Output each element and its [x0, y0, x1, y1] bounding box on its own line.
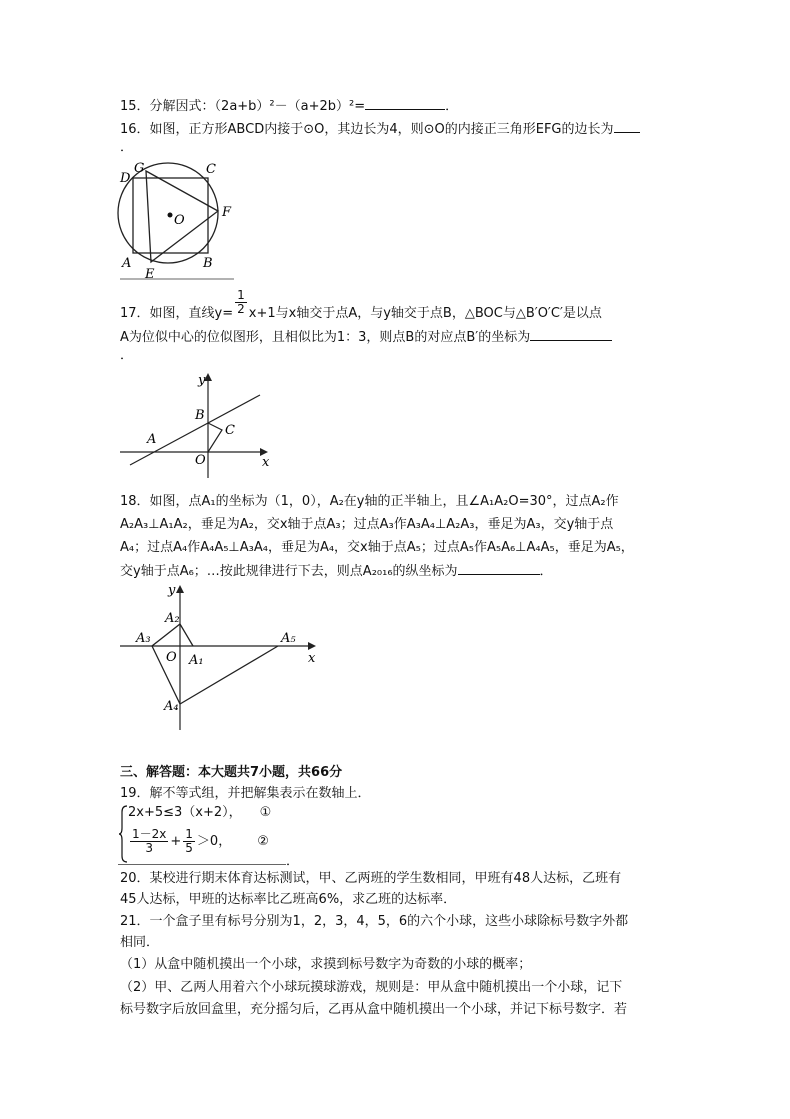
q18-line1: 18．如图，点A₁的坐标为（1，0），A₂在y轴的正半轴上，且∠A₁A₂O=30°，过点A₂作: [120, 494, 619, 509]
q18-line4: 交y轴于点A₆；…按此规律进行下去，则点A₂₀₁₆的纵坐标为: [120, 564, 458, 579]
fig18-label-x: x: [308, 651, 316, 666]
figure-16: [112, 158, 242, 282]
q17-fraction: [235, 289, 247, 316]
q21-line4: （2）甲、乙两人用着六个小球玩摸球游戏，规则是：甲从盒中随机摸出一个小球，记下: [120, 980, 623, 995]
question-16: [120, 119, 640, 140]
q17-line3: ．: [120, 348, 134, 363]
q19-frac2: [183, 828, 195, 855]
fig16-label-O: O: [174, 213, 185, 228]
q17-pre: 17．如图，直线y=: [120, 306, 234, 321]
q19-ineq2-row: [128, 828, 269, 855]
fig16-label-F: F: [222, 205, 232, 220]
q20-line2: 45人达标，甲班的达标率比乙班高6%，求乙班的达标率．: [120, 892, 457, 907]
fig17-label-y: y: [198, 373, 206, 388]
fig16-label-G: G: [134, 161, 145, 176]
q21-line3: （1）从盒中随机摸出一个小球，求摸到标号数字为奇数的小球的概率；: [120, 957, 532, 972]
fig16-label-C: C: [206, 162, 216, 177]
q16-text: 16．如图，正方形ABCD内接于⊙O，其边长为4，则⊙O的内接正三角形EFG的边长为: [120, 122, 614, 137]
q18-end: ．: [539, 564, 553, 579]
fig18-label-A3: A₃: [136, 631, 151, 646]
q19-frac2-den: 5: [185, 841, 193, 855]
section-3-title: 三、解答题：本大题共7小题，共66分: [120, 765, 343, 780]
q19-ineq2-mark: ②: [257, 834, 269, 849]
q17-post: x+1与x轴交于点A，与y轴交于点B，△BOC与△B′O′C′是以点: [248, 306, 602, 321]
q19-plus: +: [170, 834, 182, 849]
q18-answer-blank: [458, 561, 540, 575]
question-15: [120, 96, 458, 117]
q16-line2: ．: [120, 140, 134, 155]
q19-frac2-num: 1: [185, 827, 193, 841]
fig18-label-A5: A₅: [281, 631, 296, 646]
q19-frac1-num: 1－2x: [132, 827, 167, 841]
figure-18: [118, 580, 318, 732]
q16-answer-blank: [614, 119, 640, 133]
fig18-label-A2: A₂: [165, 611, 180, 626]
fig17-label-C: C: [225, 423, 235, 438]
q20-line1: 20．某校进行期末体育达标测试，甲、乙两班的学生数相同，甲班有48人达标，乙班有: [120, 871, 622, 886]
fig17-label-O: O: [195, 453, 206, 468]
figure-17: [118, 368, 278, 480]
fig16-label-B: B: [203, 256, 213, 271]
fig17-label-x: x: [262, 455, 270, 470]
fig17-triangle-BOC: [208, 423, 222, 452]
q19-inequality-system: [118, 804, 300, 869]
q19-end: ．: [286, 854, 300, 869]
fig18-label-A1: A₁: [189, 653, 204, 668]
q17-line2-row: [120, 327, 612, 348]
q19-frac1-den: 3: [145, 841, 153, 855]
q18-line4-row: [120, 561, 553, 582]
fig17-label-A: A: [147, 432, 157, 447]
q19-ineq1: 2x+5≤3（x+2），: [128, 805, 242, 820]
q19-ineq2-rest: ＞0，: [196, 834, 232, 849]
q17-line2: A为位似中心的位似图形，且相似比为1：3，则点B的对应点B′的坐标为: [120, 330, 531, 345]
fig18-label-A4: A₄: [164, 699, 179, 714]
q21-line1: 21．一个盒子里有标号分别为1，2，3，4，5，6的六个小球，这些小球除标号数字外都: [120, 914, 629, 929]
question-17: [120, 288, 602, 324]
fig16-label-D: D: [120, 171, 131, 186]
fig16-center-dot: [168, 213, 173, 218]
q21-line2: 相同．: [120, 935, 160, 950]
fig18-x-arrow: [308, 642, 316, 650]
q18-line3: A₄；过点A₄作A₄A₅⊥A₃A₄，垂足为A₄，交x轴于点A₅；过点A₅作A₅A₆⊥A₄A₅，垂足为A₅，: [120, 540, 634, 555]
fig16-label-A: A: [122, 256, 132, 271]
q15-text: 15．分解因式：（2a+b）²－（a+2b）²=: [120, 99, 366, 114]
q19-brace: [118, 804, 128, 864]
fig17-label-B: B: [195, 408, 205, 423]
q19-ineq1-row: [128, 804, 271, 822]
q19-underline: [118, 864, 286, 865]
q15-end: ．: [445, 99, 459, 114]
q19-frac1: [130, 828, 168, 855]
q17-answer-blank: [530, 327, 612, 341]
q18-line2: A₂A₃⊥A₁A₂，垂足为A₂，交x轴于点A₃；过点A₃作A₃A₄⊥A₂A₃，垂足为A₃，交y轴于点: [120, 517, 614, 532]
q19-title: 19．解不等式组，并把解集表示在数轴上．: [120, 786, 371, 801]
fig16-label-E: E: [145, 267, 155, 282]
fig18-label-O: O: [166, 650, 177, 665]
q17-frac-den: 2: [237, 302, 245, 316]
q15-answer-blank: [365, 96, 445, 110]
fig18-label-y: y: [168, 583, 176, 598]
q19-ineq1-mark: ①: [259, 805, 272, 820]
fig18-y-arrow: [176, 585, 184, 593]
q21-line5: 标号数字后放回盒里，充分摇匀后，乙再从盒中随机摸出一个小球，并记下标号数字．若: [120, 1002, 628, 1017]
q17-frac-num: 1: [237, 288, 245, 302]
